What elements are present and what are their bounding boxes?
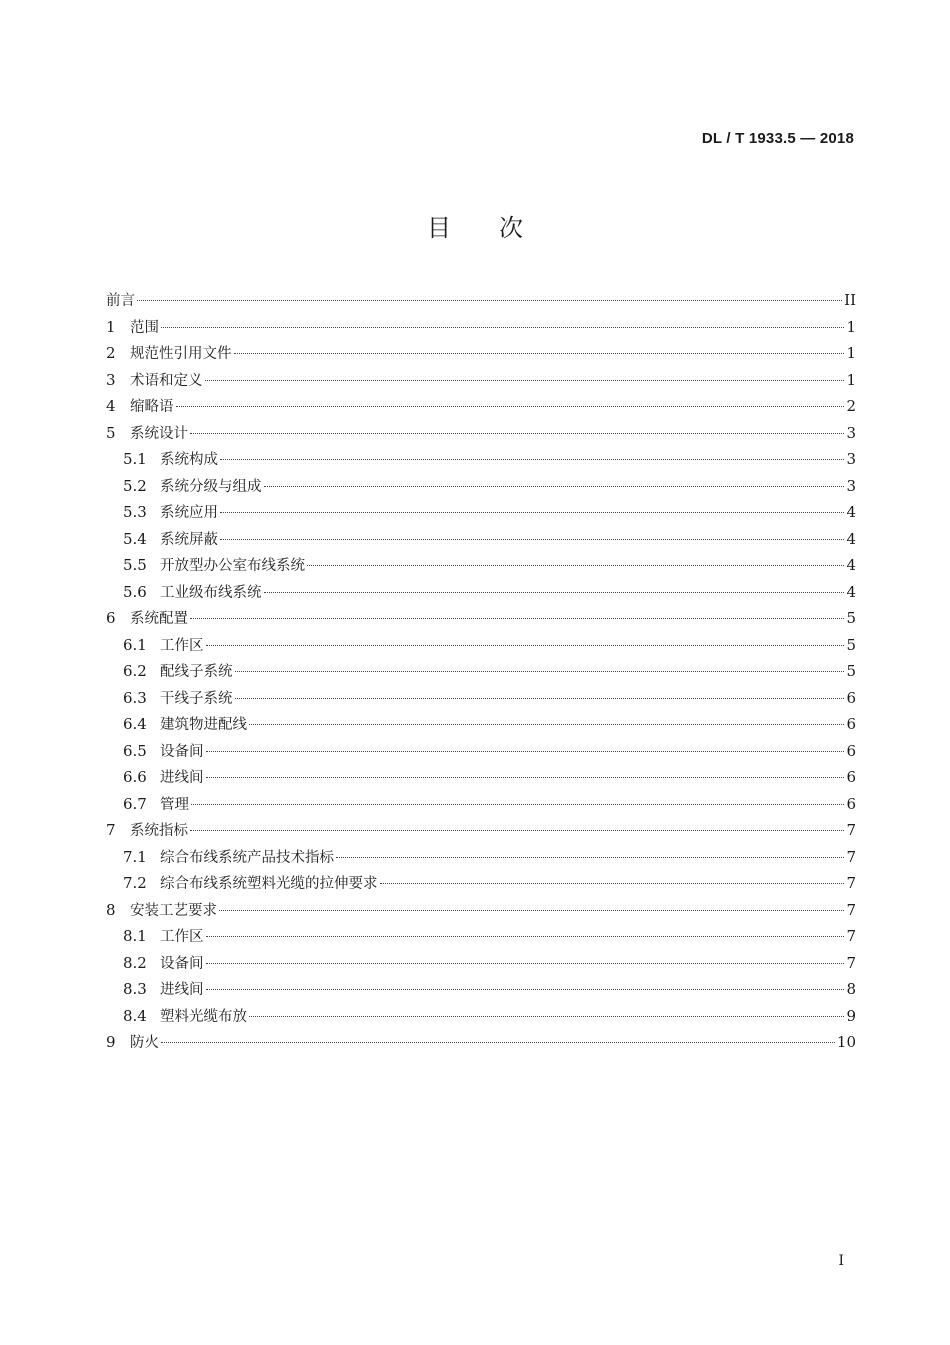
dot-leader [191,804,844,805]
toc-entry-number: 7.1 [123,847,147,866]
toc-entry-title: 工业级布线系统 [160,584,262,601]
toc-entry-number: 9 [106,1033,116,1051]
dot-leader [235,698,845,699]
toc-entry-number: 3 [106,370,116,389]
dot-leader [235,671,845,672]
toc-entry-title: 进线间 [160,770,204,786]
toc-entry-title: 安装工艺要求 [130,902,217,919]
dot-leader [220,459,844,460]
toc-entry-page: 7 [846,874,856,892]
toc-entry-title: 工作区 [160,929,204,945]
toc-entry[interactable] [106,952,856,979]
toc-entry[interactable] [106,819,856,846]
toc-entry-number: 2 [106,344,116,362]
toc-entry-number: 7.2 [123,874,147,892]
toc-entry-number: 8.2 [123,953,147,972]
dot-leader [206,963,845,964]
toc-entry-title: 系统配置 [130,611,188,627]
dot-leader [137,300,842,301]
toc-entry-number: 5.4 [123,529,147,548]
toc-entry-title: 设备间 [160,743,204,760]
toc-entry-number: 4 [106,397,116,415]
page-number: I [838,1253,844,1269]
toc-entry-number: 5 [106,423,116,442]
toc-entry[interactable] [106,872,856,899]
dot-leader [380,883,845,884]
toc-entry-number: 5.1 [123,450,147,468]
toc-entry[interactable] [106,713,856,740]
toc-entry-number: 6.3 [123,688,147,707]
toc-entry-number: 6.2 [123,662,147,680]
toc-entry-page: 7 [846,953,856,972]
toc-entry-number: 5.3 [123,503,147,521]
toc-entry-page: 9 [846,1006,856,1025]
toc-entry-number: 5.6 [123,582,147,601]
dot-leader [161,1042,835,1043]
toc-entry[interactable] [106,925,856,952]
toc-entry-page: 1 [846,370,856,389]
toc-entry[interactable] [106,528,856,555]
toc-entry[interactable] [106,501,856,528]
toc-entry[interactable] [106,687,856,714]
dot-leader [249,1016,844,1017]
dot-leader [220,512,844,513]
toc-entry-page: 5 [846,609,856,627]
toc-entry-page: 6 [846,688,856,707]
toc-entry-number: 8.4 [123,1006,147,1025]
toc-entry-page: 7 [846,847,856,866]
toc-entry[interactable] [106,766,856,793]
dot-leader [264,486,845,487]
dot-leader [190,830,844,831]
dot-leader [206,936,845,937]
dot-leader [176,406,845,407]
dot-leader [249,724,844,725]
dot-leader [206,989,845,990]
toc-entry-page: 4 [846,503,856,521]
dot-leader [206,777,845,778]
page-title [0,208,950,243]
toc-entry-number: 6.4 [123,715,147,733]
toc-entry-page: 7 [846,900,856,919]
toc-entry[interactable] [106,1005,856,1032]
toc-entry-title: 术语和定义 [130,372,203,389]
toc-entry-title: 系统屏蔽 [160,531,218,548]
toc-entry-page: 2 [846,397,856,415]
toc-entry-page: 1 [846,344,856,362]
toc-entry-page: 7 [846,821,856,839]
toc-entry-page: 3 [846,476,856,495]
toc-entry[interactable] [106,740,856,767]
toc-entry-number: 5.5 [123,556,147,574]
toc-entry-page: 5 [846,635,856,654]
toc-entry[interactable] [106,289,856,316]
toc-entry-number: 6.6 [123,768,147,786]
toc-entry-title: 缩略语 [130,399,174,415]
toc-entry-page: 5 [846,662,856,680]
dot-leader [307,565,844,566]
table-of-contents [106,289,856,1058]
toc-entry-title: 开放型办公室布线系统 [160,558,305,574]
toc-entry-page: 6 [846,741,856,760]
toc-entry-number: 5.2 [123,476,147,495]
toc-entry-page: 10 [836,1033,856,1051]
dot-leader [220,539,844,540]
dot-leader [161,327,844,328]
toc-entry-number: 7 [106,821,116,839]
toc-entry-title: 系统分级与组成 [160,478,262,495]
toc-entry-number: 6 [106,609,116,627]
toc-entry-title: 前言 [106,293,135,309]
dot-leader [336,857,844,858]
toc-entry-number: 8 [106,900,116,919]
dot-leader [206,751,845,752]
toc-entry-title: 配线子系统 [160,664,233,680]
toc-entry[interactable] [106,899,856,926]
dot-leader [190,433,844,434]
toc-entry-page: 8 [846,980,856,998]
toc-entry-page: 6 [846,794,856,813]
dot-leader [190,618,844,619]
title-char-1: 目 [427,214,451,242]
toc-entry-title: 设备间 [160,955,204,972]
toc-entry-title: 建筑物进配线 [160,717,247,733]
toc-entry-title: 干线子系统 [160,690,233,707]
toc-entry-number: 8.3 [123,980,147,998]
toc-entry[interactable] [106,316,856,343]
toc-entry-title: 工作区 [160,637,204,654]
dot-leader [206,645,845,646]
dot-leader [264,592,845,593]
toc-entry[interactable] [106,342,856,369]
toc-entry-page: 4 [846,529,856,548]
toc-entry-page: 6 [846,768,856,786]
toc-entry-title: 范围 [130,319,159,336]
toc-entry-page: 6 [846,715,856,733]
toc-entry[interactable] [106,581,856,608]
toc-entry-number: 6.1 [123,635,147,654]
toc-entry-title: 进线间 [160,982,204,998]
toc-entry[interactable] [106,422,856,449]
toc-entry-page: 4 [846,582,856,601]
toc-entry[interactable] [106,448,856,475]
toc-entry-page: 3 [846,450,856,468]
toc-entry[interactable] [106,793,856,820]
toc-entry-title: 系统应用 [160,505,218,521]
toc-entry-title: 综合布线系统塑料光缆的拉伸要求 [160,876,378,892]
toc-entry[interactable] [106,475,856,502]
toc-entry-title: 综合布线系统产品技术指标 [160,849,334,866]
toc-entry-page: 1 [846,317,856,336]
toc-entry[interactable] [106,554,856,581]
document-number: DL / T 1933.5 — 2018 [701,130,854,147]
toc-entry[interactable] [106,369,856,396]
toc-entry-title: 系统指标 [130,823,188,839]
dot-leader [205,380,845,381]
toc-entry-page: 3 [846,423,856,442]
toc-entry[interactable] [106,607,856,634]
toc-entry-number: 6.5 [123,741,147,760]
toc-entry-page: II [844,291,856,309]
toc-entry[interactable] [106,1031,856,1058]
toc-entry-number: 1 [106,317,116,336]
title-char-2: 次 [499,214,523,242]
toc-entry-title: 系统构成 [160,452,218,468]
toc-entry[interactable] [106,634,856,661]
dot-leader [219,910,844,911]
toc-entry-number: 6.7 [123,794,147,813]
toc-entry-title: 系统设计 [130,425,188,442]
dot-leader [234,353,845,354]
toc-entry[interactable] [106,660,856,687]
toc-entry-title: 防火 [130,1035,159,1051]
toc-entry-number: 8.1 [123,927,147,945]
toc-entry[interactable] [106,846,856,873]
toc-entry-page: 4 [846,556,856,574]
toc-entry-page: 7 [846,927,856,945]
toc-entry-title: 规范性引用文件 [130,346,232,362]
toc-entry-title: 管理 [160,796,189,813]
toc-entry[interactable] [106,395,856,422]
toc-entry-title: 塑料光缆布放 [160,1008,247,1025]
toc-entry[interactable] [106,978,856,1005]
